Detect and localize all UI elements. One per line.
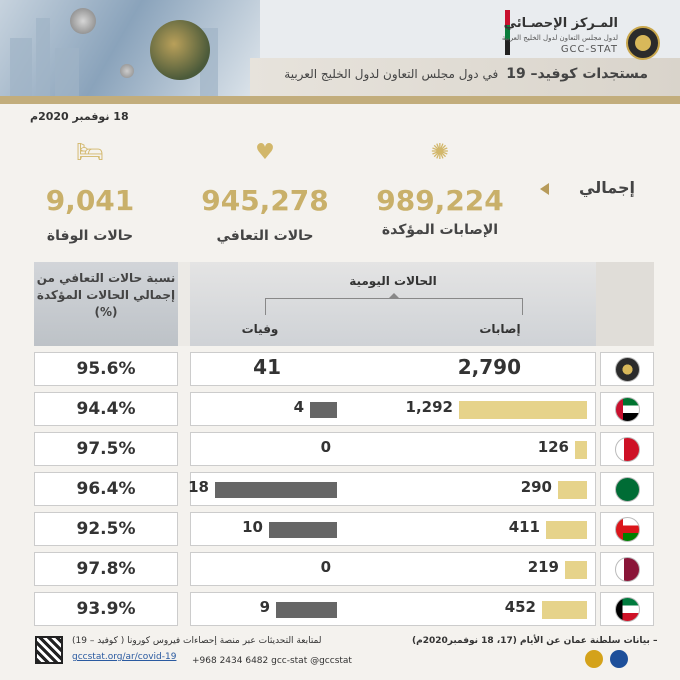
totals-label: إجمالي [579,178,635,197]
uae-flag-icon [615,397,640,422]
deaths-total: 9,041 [45,184,135,217]
flag-header-cell [596,262,654,346]
org-name-en: GCC-STAT [560,44,618,55]
deaths-value: 0 [320,558,331,576]
gcc-logo [626,26,660,60]
deaths-label: حالات الوفاة [46,228,134,244]
virus-icon: ✺ [430,140,450,165]
gold-divider [0,96,680,104]
deaths-value: 18 [188,478,209,496]
deaths-bar [269,522,337,538]
qatar-flag-icon [615,557,640,582]
header-banner [0,0,680,98]
follow-text: لمتابعة التحديثات عبر منصة إحصاءات فيروس كورونا ( كوفيد – 19) [72,636,322,646]
title-main: مستجدات كوفيد– 19 [506,66,648,82]
table-row [34,432,654,466]
oman-flag-icon [615,517,640,542]
gcc-flag-icon [615,357,640,382]
cases-value: 411 [508,518,540,536]
tuv-badge-icon [610,650,628,668]
cases-header: إصابات [479,322,521,336]
flag-cell [600,352,654,386]
daily-cell [190,552,596,586]
deaths-value: 0 [320,438,331,456]
deaths-header: وفيات [241,322,279,336]
header-bracket [265,298,523,315]
social-contacts[interactable]: +968 2434 6482 gcc-stat @gccstat [192,656,352,666]
oman-note: – بيانات سلطنة عمان عن الأيام (17، 18 نوفمبر2020م) [412,636,658,646]
kuwait-flag-icon [615,597,640,622]
page-title [284,66,648,82]
qr-code[interactable] [35,636,63,664]
deaths-bar [310,402,337,418]
org-name-ar-sub: لدول مجلس التعاون لدول الخليج العربية [501,34,618,42]
table-row [34,352,654,386]
flag-cell [600,512,654,546]
deaths-value: 10 [242,518,263,536]
recovery-pct: 96.4% [34,472,178,506]
saudi-flag-icon [615,477,640,502]
cases-bar [546,521,587,539]
deaths-value: 4 [293,398,304,416]
heartbeat-icon: ♥ [255,140,275,165]
daily-cell [190,392,596,426]
daily-cell [190,432,596,466]
daily-cell [190,592,596,626]
recovered-label: حالات التعافي [216,228,314,244]
iso-badge-icon [585,650,603,668]
recovery-pct: 97.5% [34,432,178,466]
report-date: 18 نوفمبر 2020م [30,110,129,123]
recovery-pct: 93.9% [34,592,178,626]
cases-value: 2,790 [457,355,521,379]
cases-bar [558,481,587,499]
daily-cell [190,512,596,546]
recovered-total: 945,278 [201,184,329,217]
flag-cell [600,392,654,426]
cases-bar [459,401,587,419]
deaths-value: 9 [259,598,270,616]
cases-bar [575,441,587,459]
table-row [34,552,654,586]
bahrain-flag-icon [615,437,640,462]
daily-cell [190,352,596,386]
bracket-pointer [389,293,399,298]
daily-header: الحالات اليومية [349,274,437,288]
flag-cell [600,432,654,466]
deaths-bar [276,602,337,618]
org-name-ar: المـركز الإحصـائي [503,16,618,31]
table-row [34,392,654,426]
recovery-pct: 94.4% [34,392,178,426]
table-row [34,512,654,546]
patient-bed-icon: 🛏 [76,140,104,165]
cases-value: 219 [527,558,559,576]
cases-bar [565,561,587,579]
recovery-header: نسبة حالات التعافي من إجمالي الحالات المؤكدة (%) [36,271,176,319]
recovery-pct: 92.5% [34,512,178,546]
flag-cell [600,552,654,586]
confirmed-label: الإصابات المؤكدة [381,222,499,238]
cases-value: 1,292 [405,398,453,416]
daily-cell [190,472,596,506]
confirmed-total: 989,224 [376,184,504,217]
covid-link[interactable]: gccstat.org/ar/covid-19 [72,652,177,662]
cases-bar [542,601,587,619]
caret-left-icon [540,183,549,195]
title-sub: في دول مجلس التعاون لدول الخليج العربية [284,67,499,81]
flag-cell [600,592,654,626]
cases-value: 126 [537,438,569,456]
cases-value: 290 [520,478,552,496]
table-row [34,472,654,506]
deaths-value: 41 [253,355,281,379]
flag-cell [600,472,654,506]
deaths-bar [215,482,337,498]
recovery-pct: 95.6% [34,352,178,386]
cases-value: 452 [504,598,536,616]
recovery-pct: 97.8% [34,552,178,586]
table-row [34,592,654,626]
virus-illustration [0,0,260,98]
